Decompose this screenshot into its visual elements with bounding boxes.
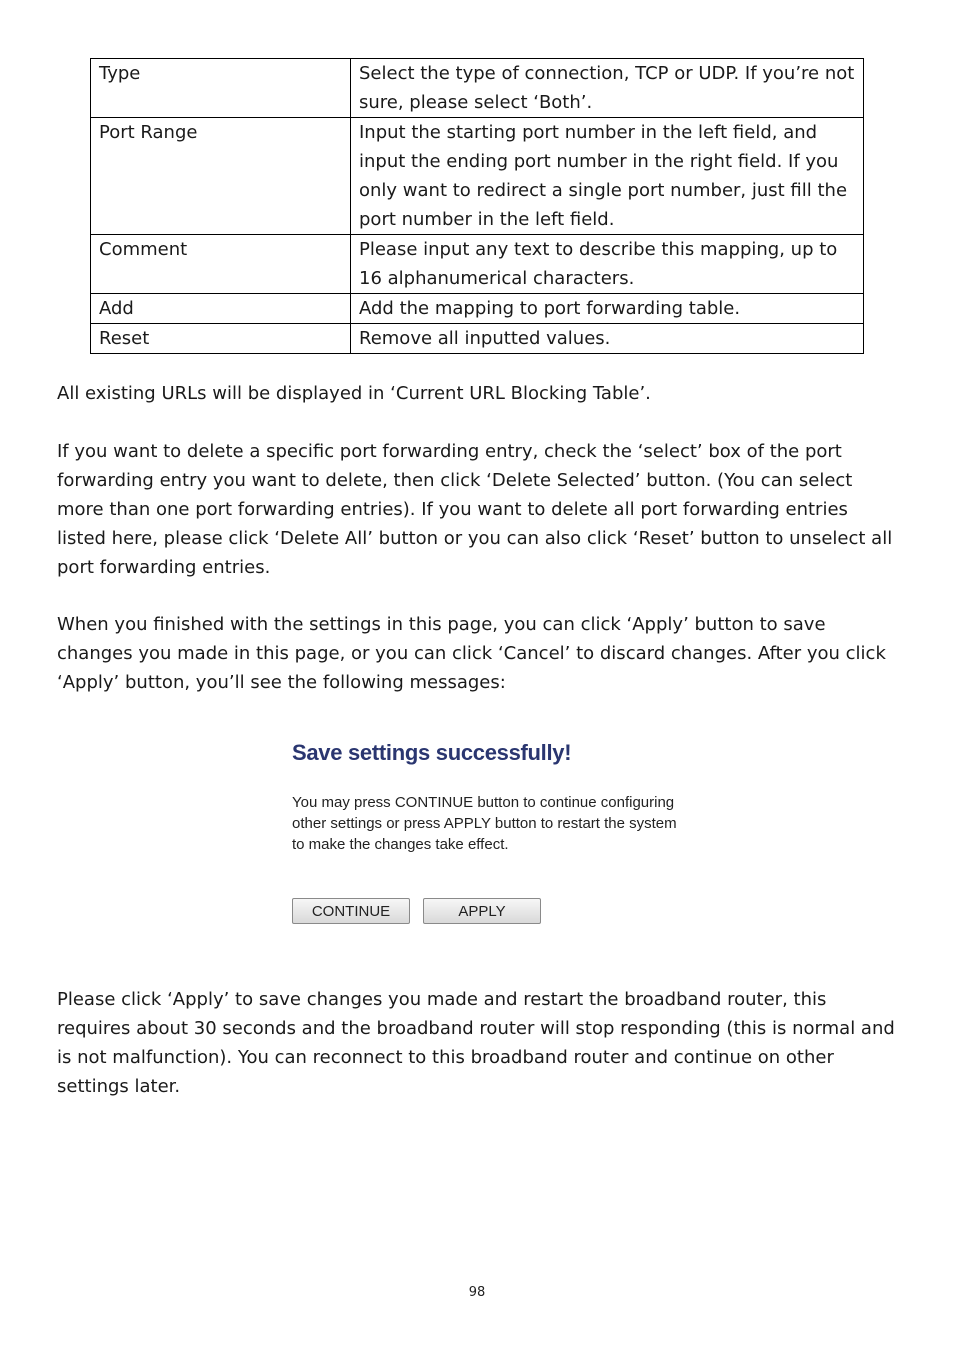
param-description: Select the type of connection, TCP or UDP. If you’re not sure, please select ‘Both’. bbox=[351, 59, 864, 118]
paragraph-restart-note: Please click ‘Apply’ to save changes you made and restart the broadband router, this requires about 30 seconds and the broadband router will stop responding (this is normal and is not malfunction). You can reconnect to this broadband router and continue on other settings later. bbox=[57, 989, 895, 1097]
param-name: Comment bbox=[91, 235, 351, 294]
save-success-dialog bbox=[292, 740, 712, 920]
paragraph-apply-settings: When you finished with the settings in this page, you can click ‘Apply’ button to save changes you made in this page, or you can click ‘Cancel’ to discard changes. After you click ‘Apply’ button, you’ll see the following messages: bbox=[57, 614, 886, 693]
table-row bbox=[91, 118, 864, 235]
table-row bbox=[91, 59, 864, 118]
param-name: Port Range bbox=[91, 118, 351, 235]
table-row bbox=[91, 294, 864, 324]
param-description: Add the mapping to port forwarding table. bbox=[351, 294, 864, 324]
param-name: Type bbox=[91, 59, 351, 118]
dialog-message: You may press CONTINUE button to continue configuring other settings or press APPLY button to restart the system to make the changes take effect. bbox=[292, 794, 677, 853]
param-name: Reset bbox=[91, 324, 351, 354]
table-row bbox=[91, 324, 864, 354]
param-description: Please input any text to describe this mapping, up to 16 alphanumerical characters. bbox=[351, 235, 864, 294]
parameter-table bbox=[90, 58, 864, 354]
paragraph-url-table: All existing URLs will be displayed in ‘Current URL Blocking Table’. bbox=[57, 383, 651, 404]
paragraph-delete-entries: If you want to delete a specific port forwarding entry, check the ‘select’ box of the port forwarding entry you want to delete, then click ‘Delete Selected’ button. (You can select more than one port forwarding entries). If you want to delete all port forwarding entries listed here, please click ‘Delete All’ button or you can also click ‘Reset’ button to unselect all port forwarding entries. bbox=[57, 441, 893, 578]
param-description: Input the starting port number in the left field, and input the ending port number in the right field. If you only want to redirect a single port number, just fill the port number in the left field. bbox=[351, 118, 864, 235]
apply-button[interactable]: APPLY bbox=[423, 898, 541, 924]
dialog-title: Save settings successfully! bbox=[292, 740, 572, 765]
table-row bbox=[91, 235, 864, 294]
page-number: 98 bbox=[468, 1285, 486, 1300]
param-name: Add bbox=[91, 294, 351, 324]
param-description: Remove all inputted values. bbox=[351, 324, 864, 354]
continue-button[interactable]: CONTINUE bbox=[292, 898, 410, 924]
